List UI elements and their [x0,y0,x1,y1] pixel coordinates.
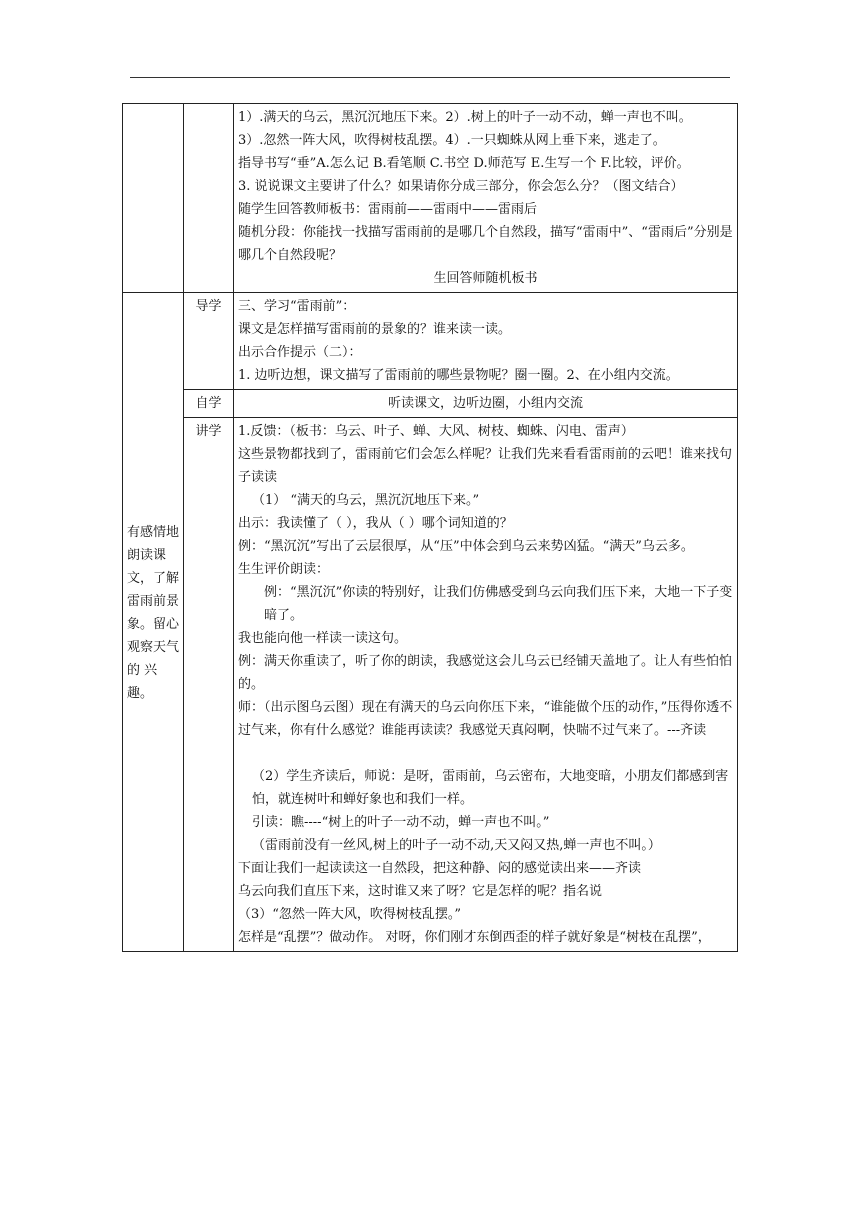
lesson-plan-table [122,103,738,952]
content-line: 随学生回答教师板书：雷雨前——雷雨中——雷雨后 [238,202,538,217]
content-line: 这些景物都找到了，雷雨前它们会怎么样呢？让我们先来看看雷雨前的云吧！谁来找句子读读 [238,447,733,485]
content-line: 出示：我读懂了（ ），我从（ ）哪个词知道的？ [238,516,513,531]
content-line: （3）“忽然一阵大风，吹得树枝乱摆。” [238,907,462,922]
content-line: 随机分段：你能找一找描写雷雨前的是哪几个自然段，描写“雷雨中”、“雷雨后”分别是哪几个自然段呢？ [238,225,733,263]
table-row [123,390,738,418]
content-line: 例：满天你重读了，听了你的朗读，我感觉这会儿乌云已经铺天盖地了。让人有些怕怕的。 [238,654,733,692]
content-line-centered: 生回答师随机板书 [433,271,538,286]
content-cell [234,418,738,952]
content-line: 1.反馈：（板书：乌云、叶子、蝉、大风、树枝、蜘蛛、闪电、雷声） [238,424,634,439]
content-line: 3. 说说课文主要讲了什么？如果请你分成三部分，你会怎么分？（图文结合） [238,179,684,194]
content-line: 1）.满天的乌云，黑沉沉地压下来。2）.树上的叶子一动不动，蝉一声也不叫。 [238,110,692,125]
stage-label: 讲学 [184,418,234,952]
header-rule [130,77,730,78]
content-line: 下面让我们一起读读这一自然段，把这种静、闷的感觉读出来——齐读 [238,861,642,876]
objective-cell: 有感情地朗读课文，了解雷雨前景象。留心观察天气的 兴趣。 [123,293,184,952]
content-line: 3）.忽然一阵大风，吹得树枝乱摆。4）.一只蜘蛛从网上垂下来，逃走了。 [238,133,666,148]
content-line: （雷雨前没有一丝风,树上的叶子一动不动,天又闷又热,蝉一声也不叫。） [252,838,661,853]
content-line: 例：“黑沉沉”写出了云层很厚，从“压”中体会到乌云来势凶猛。“满天”乌云多。 [238,539,694,554]
content-cell [234,104,738,293]
blank-line [238,742,733,765]
content-line: 乌云向我们直压下来，这时谁又来了呀？它是怎样的呢？指名说 [238,884,603,899]
content-line: 1. 边听边想，课文描写了雷雨前的哪些景物呢？圈一圈。2、在小组内交流。 [238,368,679,383]
table-row [123,104,738,293]
content-line: 指导书写“垂”A.怎么记 B.看笔顺 C.书空 D.师范写 E.生写一个 F.比较，评价。 [238,156,690,171]
objective-cell-empty [123,104,184,293]
content-line: （2）学生齐读后，师说：是呀，雷雨前，乌云密布，大地变暗，小朋友们都感到害怕，就连树叶和蝉好象也和我们一样。 [252,769,729,807]
content-line: 例：“黑沉沉”你读的特别好，让我们仿佛感受到乌云向我们压下来，大地一下子变暗了。 [264,585,733,623]
content-line: 生生评价朗读： [238,562,330,577]
content-line: 三、学习“雷雨前”： [238,299,356,314]
stage-cell-empty [184,104,234,293]
table-row [123,293,738,390]
content-cell [234,293,738,390]
content-line: 怎样是“乱摆”？做动作。 对呀，你们刚才东倒西歪的样子就好象是“树枝在乱摆”， [238,930,711,945]
content-line: 出示合作提示（二）： [238,345,362,360]
content-line: 引读：瞧----“树上的叶子一动不动，蝉一声也不叫。” [252,815,550,830]
content-cell: 听读课文，边听边圈，小组内交流 [234,390,738,418]
stage-label: 自学 [184,390,234,418]
content-line: 师：（出示图乌云图）现在有满天的乌云向你压下来，“谁能做个压的动作，”压得你透不过气来，你有什么感觉？谁能再读读？我感觉天真闷啊，快喘不过气来了。---齐读 [238,700,733,738]
content-line: （1） “满天的乌云，黑沉沉地压下来。” [252,493,480,508]
content-line: 我也能向他一样读一读这句。 [238,631,408,646]
table-row [123,418,738,952]
stage-label: 导学 [184,293,234,390]
content-line: 课文是怎样描写雷雨前的景象的？谁来读一读。 [238,322,512,337]
